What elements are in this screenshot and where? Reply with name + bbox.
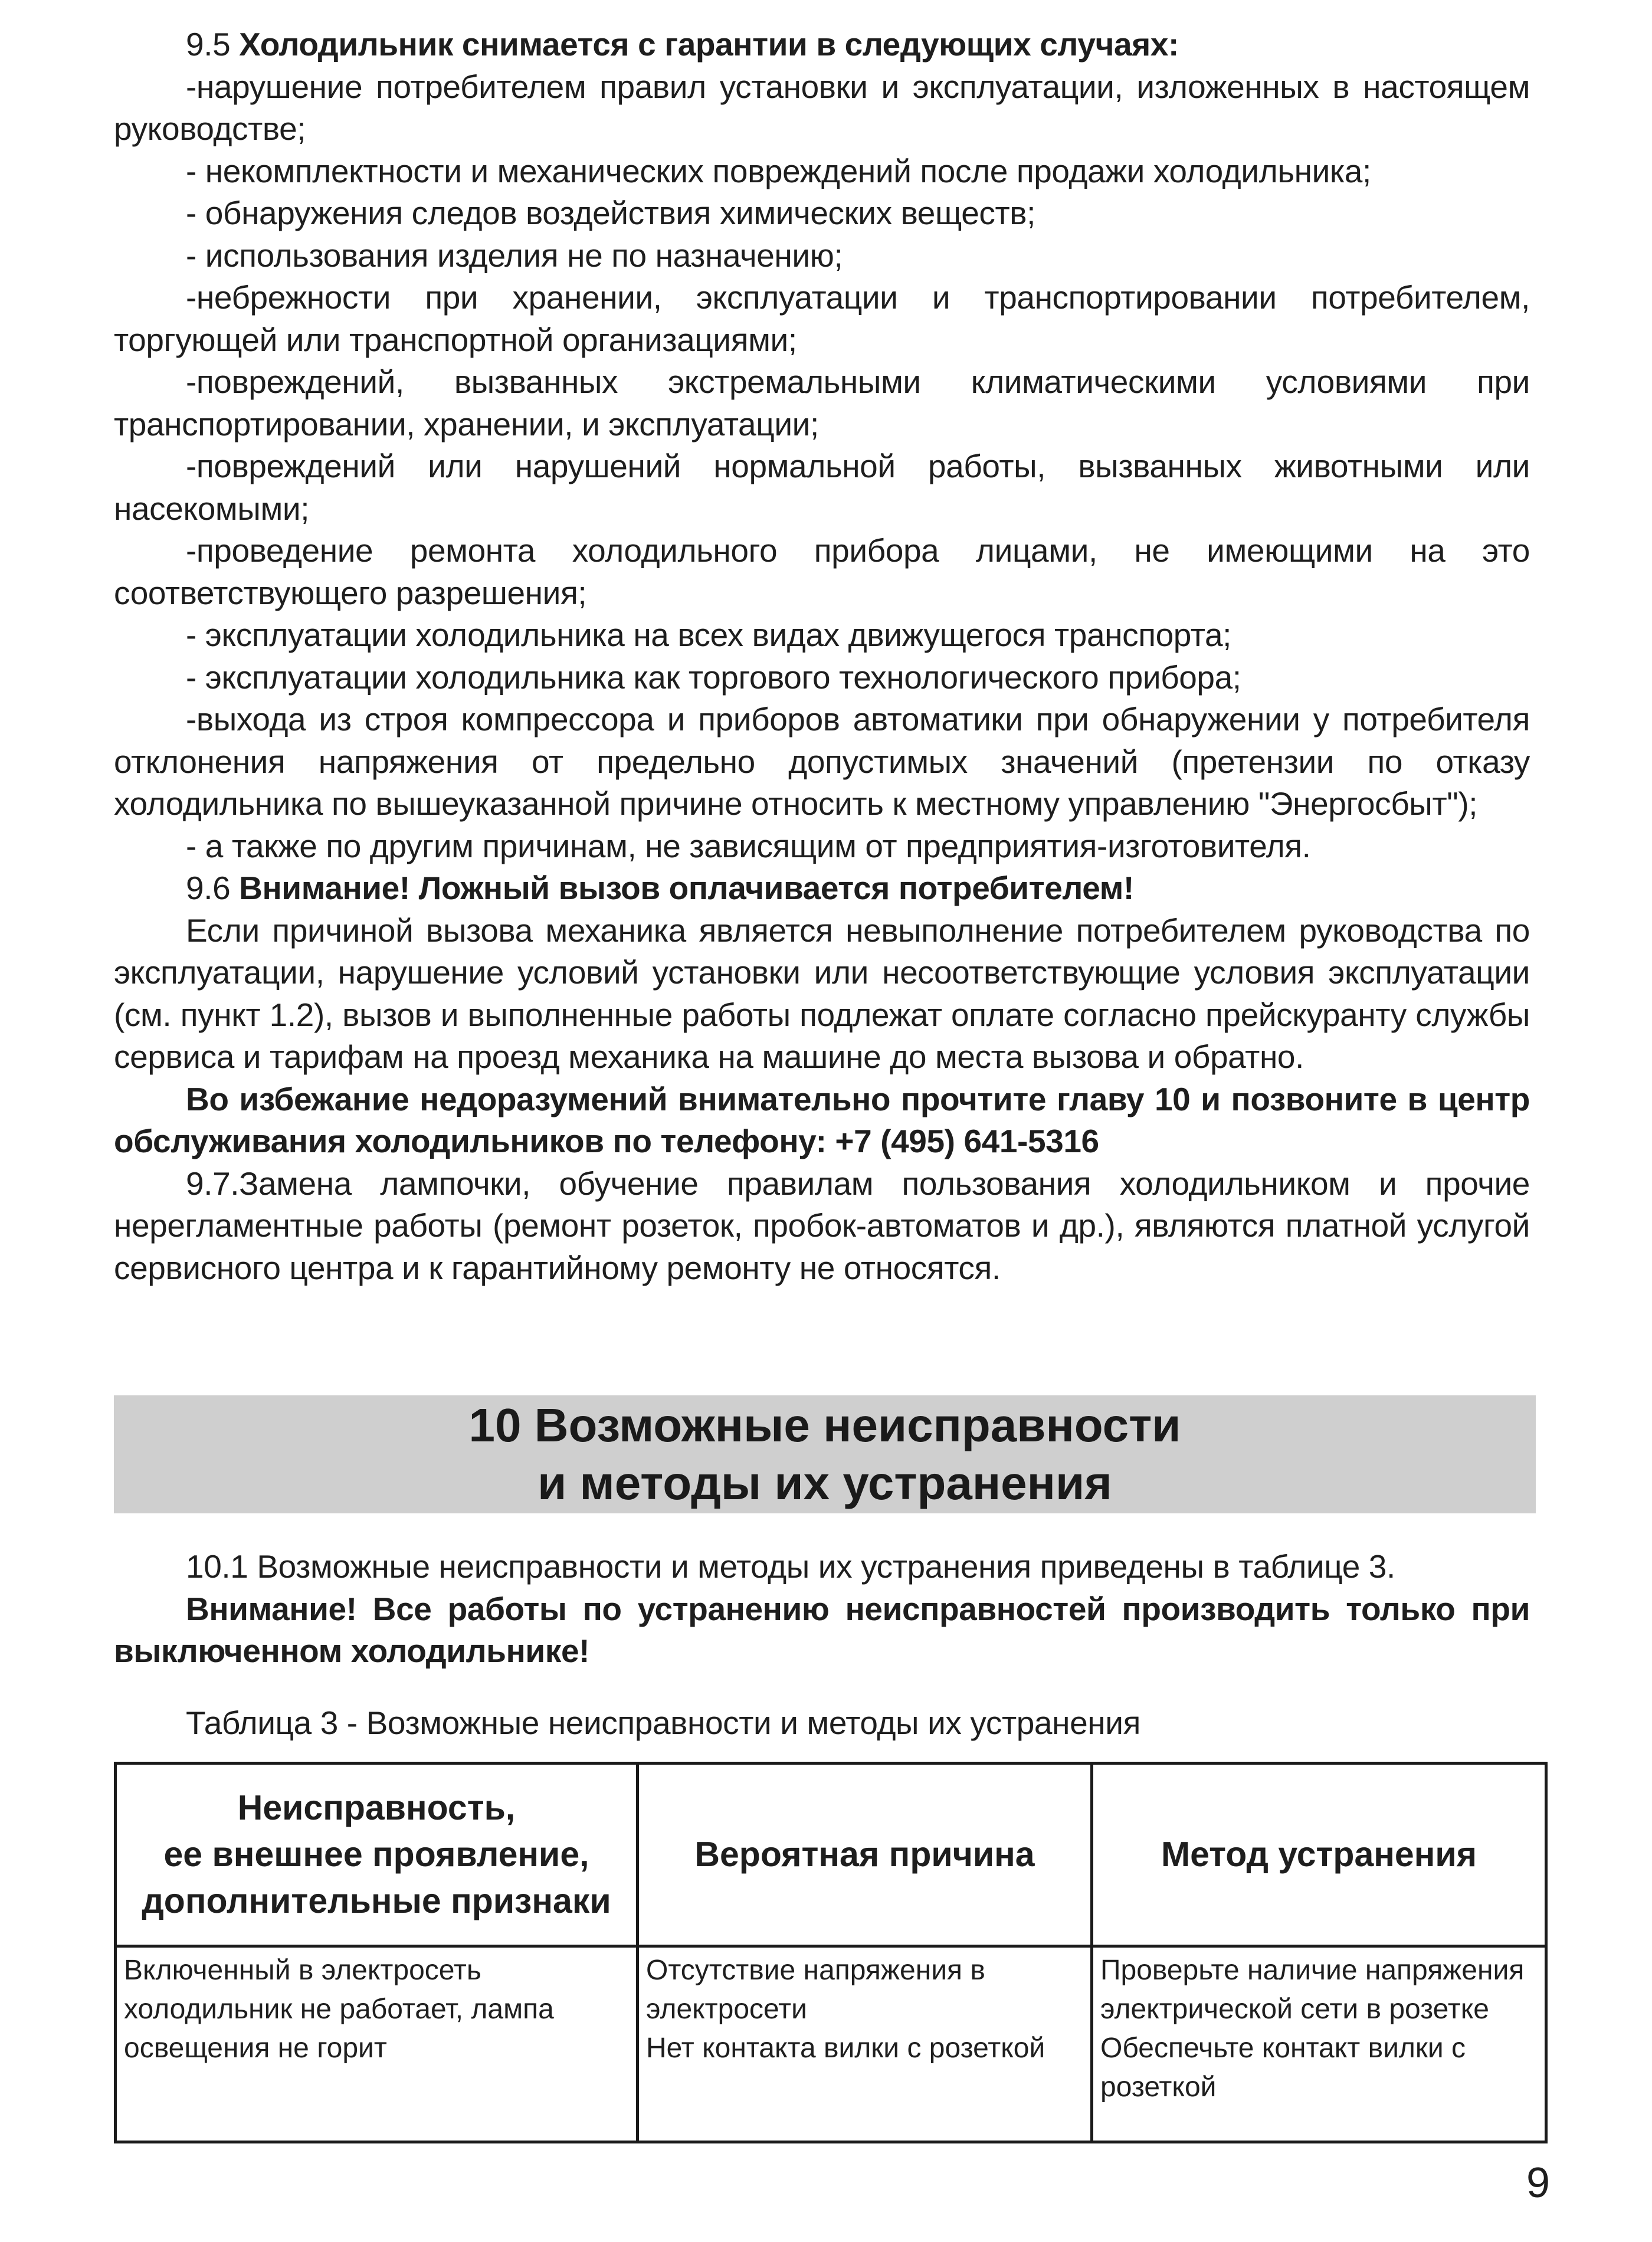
list-item: -выхода из строя компрессора и приборов автоматики при обнаружении у потребителя отклонения напряжения от предельно допустимых значений (претензии по отказу холодильника по вышеуказанной причине относить к местному управлению "Энергосбыт"); (114, 701, 1530, 822)
section-title: Внимание! Ложный вызов оплачивается потребителем! (239, 870, 1134, 906)
list-item: - обнаружения следов воздействия химических веществ; (186, 195, 1035, 231)
chapter-10-intro (114, 1546, 1530, 1673)
cell-remedy: Проверьте наличие напряжения электрической сети в розетке Обеспечьте контакт вилки с розеткой (1092, 1946, 1546, 2142)
section-9-text (114, 24, 1530, 1289)
section-number: 9.6 (186, 870, 240, 906)
column-header-remedy: Метод устранения (1092, 1764, 1546, 1946)
cell-cause: Отсутствие напряжения в электросети Нет контакта вилки с розеткой (638, 1946, 1092, 2142)
cell-fault: Включенный в электросеть холодильник не работает, лампа освещения не горит (116, 1946, 638, 2142)
list-item: -проведение ремонта холодильного прибора лицами, не имеющими на это соответствующего разрешения; (114, 532, 1530, 611)
list-item: -нарушение потребителем правил установки и эксплуатации, изложенных в настоящем руководстве; (114, 68, 1530, 147)
table-caption: Таблица 3 - Возможные неисправности и методы их устранения (186, 1705, 1140, 1741)
chapter-title-line: и методы их устранения (537, 1457, 1112, 1509)
list-item: -повреждений, вызванных экстремальными климатическими условиями при транспортировании, хранении, и эксплуатации; (114, 363, 1530, 442)
list-item: - некомплектности и механических повреждений после продажи холодильника; (186, 152, 1371, 189)
column-header-fault: Неисправность, ее внешнее проявление, дополнительные признаки (116, 1764, 638, 1946)
list-item: - эксплуатации холодильника на всех видах движущегося транспорта; (186, 617, 1232, 653)
table-row (116, 1946, 1546, 2142)
faults-table (114, 1762, 1548, 2143)
section-9-6-heading (114, 867, 1530, 910)
list-item: -повреждений или нарушений нормальной работы, вызванных животными или насекомыми; (114, 448, 1530, 527)
page-number: 9 (1526, 2159, 1550, 2207)
list-item: -небрежности при хранении, эксплуатации и транспортировании потребителем, торгующей или транспортной организациями; (114, 279, 1530, 358)
list-item: - а также по другим причинам, не зависящим от предприятия-изготовителя. (186, 827, 1311, 864)
column-header-cause: Вероятная причина (638, 1764, 1092, 1946)
warning-paragraph: Внимание! Все работы по устранению неисправностей производить только при выключенном холодильнике! (114, 1590, 1530, 1669)
warning-paragraph: Во избежание недоразумений внимательно прочтите главу 10 и позвоните в центр обслуживания холодильников по телефону: +7 (495) 641-5316 (114, 1080, 1530, 1159)
chapter-heading (114, 1395, 1536, 1513)
section-9-5-heading (114, 24, 1530, 66)
chapter-title-line: 10 Возможные неисправности (468, 1399, 1181, 1451)
section-number: 9.5 (186, 26, 240, 63)
paragraph: Если причиной вызова механика является невыполнение потребителем руководства по эксплуатации, нарушение условий установки или несоответствующие условия эксплуатации (см. пункт 1.2), вызов и выполненные работы подлежат оплате согласно прейскуранту службы сервиса и тарифам на проезд механика на машине до места вызова и обратно. (114, 912, 1530, 1075)
paragraph: 10.1 Возможные неисправности и методы их устранения приведены в таблице 3. (186, 1548, 1395, 1585)
table-header-row (116, 1764, 1546, 1946)
list-item: - использования изделия не по назначению; (186, 237, 843, 274)
section-title: Холодильник снимается с гарантии в следующих случаях: (239, 26, 1179, 63)
paragraph: 9.7.Замена лампочки, обучение правилам пользования холодильником и прочие нерегламентные работы (ремонт розеток, пробок-автоматов и др.), являются платной услугой сервисного центра и к гарантийному ремонту не относятся. (114, 1165, 1530, 1286)
list-item: - эксплуатации холодильника как торгового технологического прибора; (186, 658, 1241, 696)
